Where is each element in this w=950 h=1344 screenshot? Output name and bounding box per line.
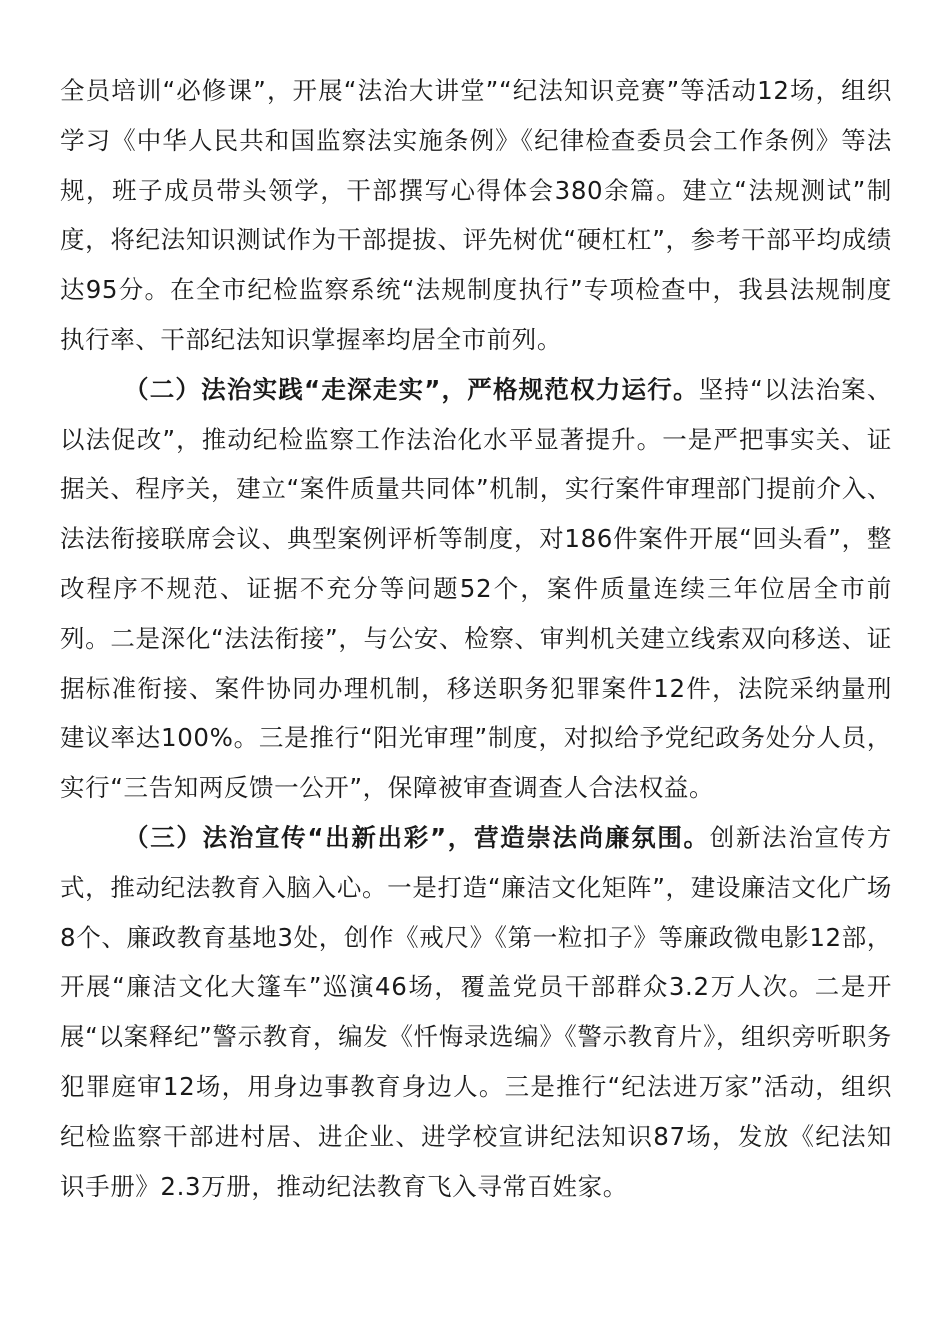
paragraph-continuation [60, 66, 892, 365]
paragraph-section-3 [60, 813, 892, 1211]
paragraph-section-2 [60, 365, 892, 813]
document-body [60, 66, 892, 1211]
section-heading: （三）法治宣传“出新出彩”，营造崇法尚廉氛围。 [124, 822, 710, 852]
paragraph-text: 全员培训“必修课”，开展“法治大讲堂”“纪法知识竞赛”等活动12场，组织学习《中华人民共和国监察法实施条例》《纪律检查委员会工作条例》等法规，班子成员带头领学，干部撰写心得体会380余篇。建立“法规测试”制度，将纪法知识测试作为干部提拔、评先树优“硬杠杠”，参考干部平均成绩达95分。在全市纪检监察系统“法规制度执行”专项检查中，我县法规制度执行率、干部纪法知识掌握率均居全市前列。 [60, 76, 892, 354]
paragraph-text: 坚持“以法治案、以法促改”，推动纪检监察工作法治化水平显著提升。一是严把事实关、证据关、程序关，建立“案件质量共同体”机制，实行案件审理部门提前介入、法法衔接联席会议、典型案例评析等制度，对186件案件开展“回头看”，整改程序不规范、证据不充分等问题52个，案件质量连续三年位居全市前列。二是深化“法法衔接”，与公安、检察、审判机关建立线索双向移送、证据标准衔接、案件协同办理机制，移送职务犯罪案件12件，法院采纳量刑建议率达100%。三是推行“阳光审理”制度，对拟给予党纪政务处分人员，实行“三告知两反馈一公开”，保障被审查调查人合法权益。 [60, 374, 892, 803]
paragraph-text: 创新法治宣传方式，推动纪法教育入脑入心。一是打造“廉洁文化矩阵”，建设廉洁文化广场8个、廉政教育基地3处，创作《戒尺》《第一粒扣子》等廉政微电影12部，开展“廉洁文化大篷车”巡演46场，覆盖党员干部群众3.2万人次。二是开展“以案释纪”警示教育，编发《忏悔录选编》《警示教育片》，组织旁听职务犯罪庭审12场，用身边事教育身边人。三是推行“纪法进万家”活动，组织纪检监察干部进村居、进企业、进学校宣讲纪法知识87场，发放《纪法知识手册》2.3万册，推动纪法教育飞入寻常百姓家。 [60, 822, 892, 1201]
section-heading: （二）法治实践“走深走实”，严格规范权力运行。 [124, 374, 699, 404]
